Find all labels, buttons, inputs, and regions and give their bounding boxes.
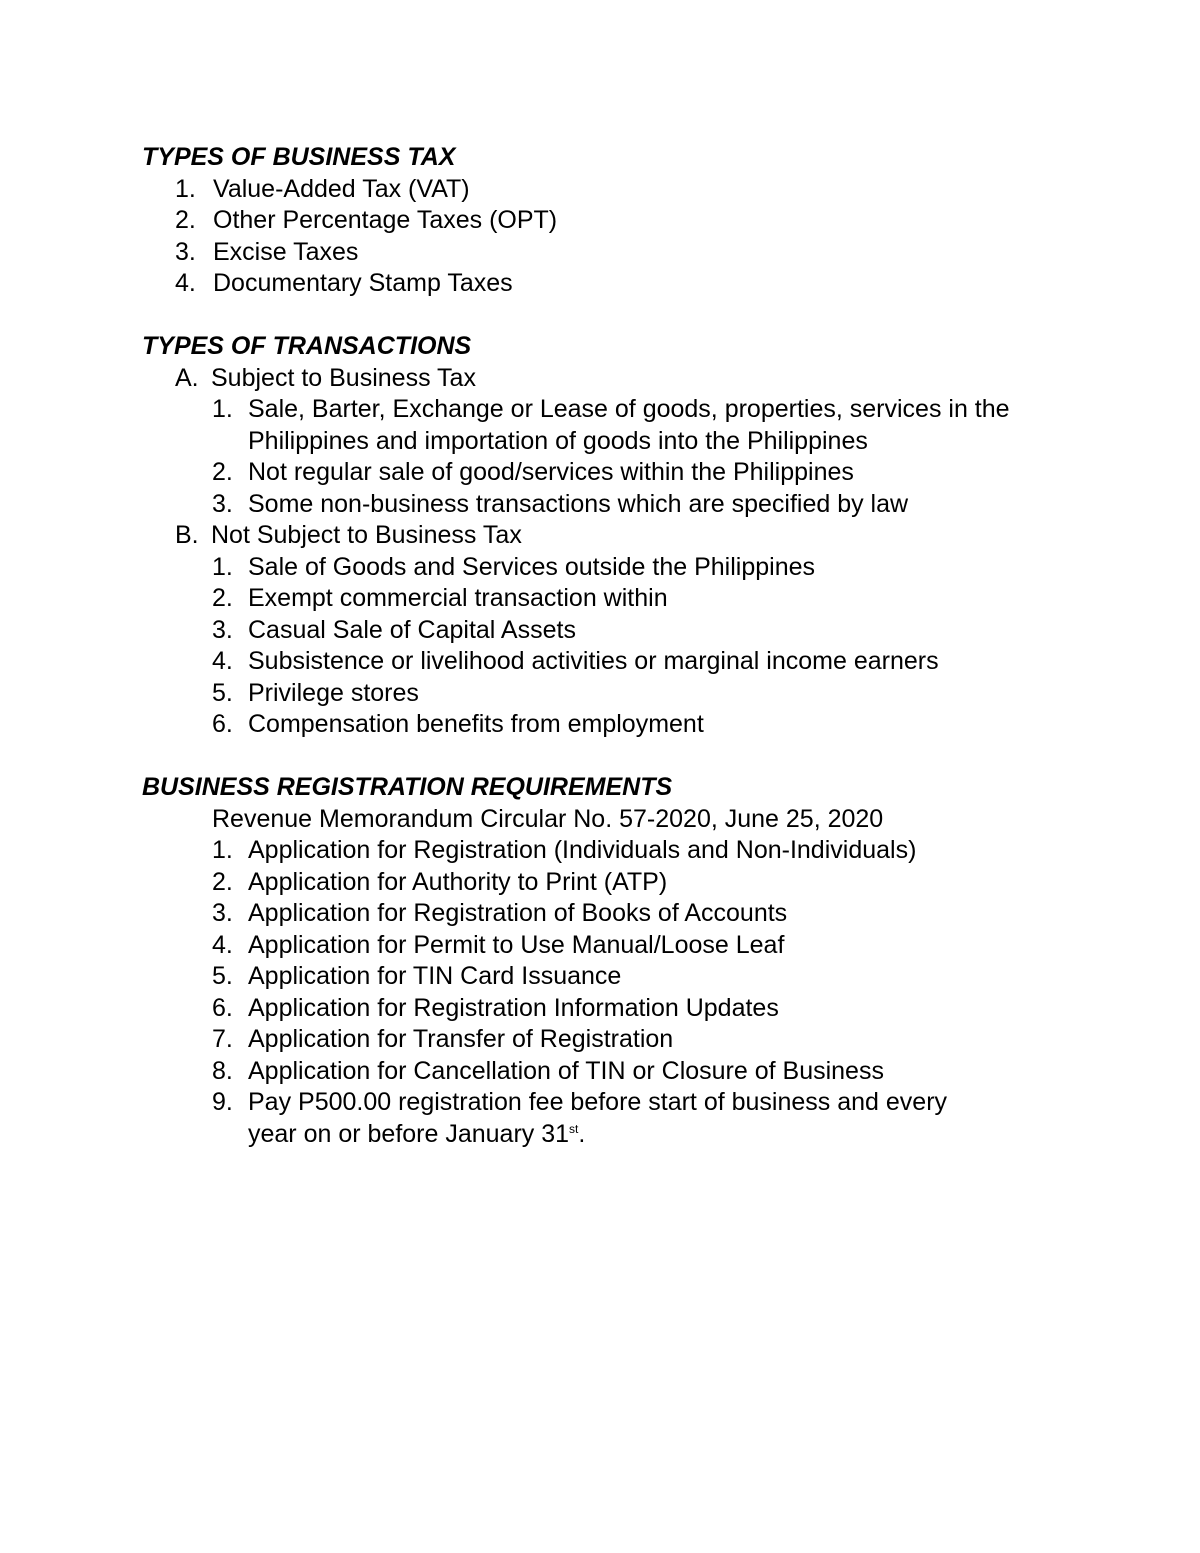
list-item-text: Application for Registration Information Updates bbox=[248, 993, 779, 1022]
list-item bbox=[142, 457, 1062, 489]
list-marker: 3. bbox=[212, 899, 233, 927]
list-item bbox=[142, 394, 1062, 457]
list-item-text: Not regular sale of good/services within the Philippines bbox=[248, 458, 854, 486]
list-item bbox=[142, 489, 1062, 521]
list-item-text: Exempt commercial transaction within bbox=[248, 584, 668, 612]
list-marker: 4. bbox=[212, 647, 233, 675]
list-marker: 1. bbox=[212, 836, 233, 864]
group-label: Subject to Business Tax bbox=[211, 363, 476, 392]
list-item bbox=[142, 993, 1062, 1025]
list-item bbox=[142, 174, 1062, 206]
trailing-period: . bbox=[578, 1119, 586, 1148]
list-item bbox=[142, 867, 1062, 899]
group-heading bbox=[142, 363, 1062, 395]
list-marker: 6. bbox=[212, 710, 233, 738]
list-marker: 3. bbox=[175, 237, 196, 266]
list-item bbox=[142, 1087, 1062, 1150]
list-item bbox=[142, 709, 1062, 741]
circular-reference-text: Revenue Memorandum Circular No. 57-2020, June 25, 2020 bbox=[212, 804, 884, 833]
list-item bbox=[142, 930, 1062, 962]
list-marker: 1. bbox=[212, 552, 233, 581]
list-marker: 5. bbox=[212, 962, 233, 990]
list-item bbox=[142, 205, 1062, 237]
list-item-text: Application for Registration of Books of Accounts bbox=[248, 899, 788, 927]
list-marker: 7. bbox=[212, 1025, 233, 1053]
list-marker: 4. bbox=[212, 930, 233, 959]
list-item-text: Sale of Goods and Services outside the Philippines bbox=[248, 552, 816, 581]
list-item-text: Application for Cancellation of TIN or Closure of Business bbox=[248, 1056, 884, 1085]
list-marker: 1. bbox=[212, 395, 233, 423]
list-item-text-line2: year on or before January 31 bbox=[248, 1119, 570, 1148]
group-label: Not Subject to Business Tax bbox=[211, 521, 522, 549]
list-item-text: Excise Taxes bbox=[213, 237, 359, 266]
list-item-text: Application for Permit to Use Manual/Loose Leaf bbox=[248, 930, 785, 959]
heading-business-registration-requirements: BUSINESS REGISTRATION REQUIREMENTS bbox=[142, 773, 673, 801]
list-marker: 6. bbox=[212, 993, 233, 1022]
list-item bbox=[142, 552, 1062, 584]
list-item bbox=[142, 961, 1062, 993]
list-marker: 8. bbox=[212, 1056, 233, 1085]
list-item-text: Privilege stores bbox=[248, 678, 419, 707]
list-item bbox=[142, 646, 1062, 678]
list-marker: 9. bbox=[212, 1088, 233, 1116]
list-item bbox=[142, 615, 1062, 647]
list-item-text: Sale, Barter, Exchange or Lease of goods, properties, services in the Philippines and importation of goods into the Philippines bbox=[248, 395, 1010, 455]
list-item bbox=[142, 1056, 1062, 1088]
list-marker: 4. bbox=[175, 269, 196, 297]
list-marker: 2. bbox=[212, 867, 233, 896]
list-item bbox=[142, 898, 1062, 930]
group-marker: B. bbox=[175, 521, 199, 549]
list-item bbox=[142, 237, 1062, 269]
list-item bbox=[142, 268, 1062, 300]
list-item-text: Application for TIN Card Issuance bbox=[248, 962, 622, 990]
list-item-text: Some non-business transactions which are specified by law bbox=[248, 489, 909, 518]
ordinal-superscript: st bbox=[569, 1121, 579, 1136]
group-marker: A. bbox=[175, 363, 199, 392]
list-item bbox=[142, 835, 1062, 867]
list-marker: 2. bbox=[212, 458, 233, 486]
list-marker: 2. bbox=[212, 584, 233, 612]
list-marker: 1. bbox=[175, 174, 196, 203]
section-spacer bbox=[142, 741, 1062, 773]
list-item-text: Other Percentage Taxes (OPT) bbox=[213, 206, 558, 234]
list-item-text bbox=[248, 1087, 1048, 1150]
list-item-text: Application for Registration (Individuals and Non-Individuals) bbox=[248, 836, 917, 864]
list-marker: 5. bbox=[212, 678, 233, 707]
group-heading bbox=[142, 520, 1062, 552]
list-item-text-line1: Pay P500.00 registration fee before start of business and every bbox=[248, 1088, 948, 1116]
list-item-text: Application for Transfer of Registration bbox=[248, 1025, 674, 1053]
list-marker: 2. bbox=[175, 206, 196, 234]
list-item bbox=[142, 1024, 1062, 1056]
list-marker: 3. bbox=[212, 489, 233, 518]
list-item-text: Value-Added Tax (VAT) bbox=[213, 174, 470, 203]
section-spacer bbox=[142, 300, 1062, 332]
list-item-text: Documentary Stamp Taxes bbox=[213, 269, 513, 297]
list-marker: 3. bbox=[212, 615, 233, 644]
heading-types-of-transactions: TYPES OF TRANSACTIONS bbox=[142, 332, 472, 360]
list-item-text: Compensation benefits from employment bbox=[248, 710, 704, 738]
list-item bbox=[142, 583, 1062, 615]
circular-reference bbox=[142, 804, 1062, 836]
list-item bbox=[142, 678, 1062, 710]
document-content bbox=[142, 142, 1062, 1150]
list-item-text: Casual Sale of Capital Assets bbox=[248, 615, 576, 644]
heading-types-of-business-tax: TYPES OF BUSINESS TAX bbox=[142, 143, 456, 171]
list-item-text: Application for Authority to Print (ATP) bbox=[248, 867, 668, 896]
list-item-text: Subsistence or livelihood activities or marginal income earners bbox=[248, 647, 939, 675]
